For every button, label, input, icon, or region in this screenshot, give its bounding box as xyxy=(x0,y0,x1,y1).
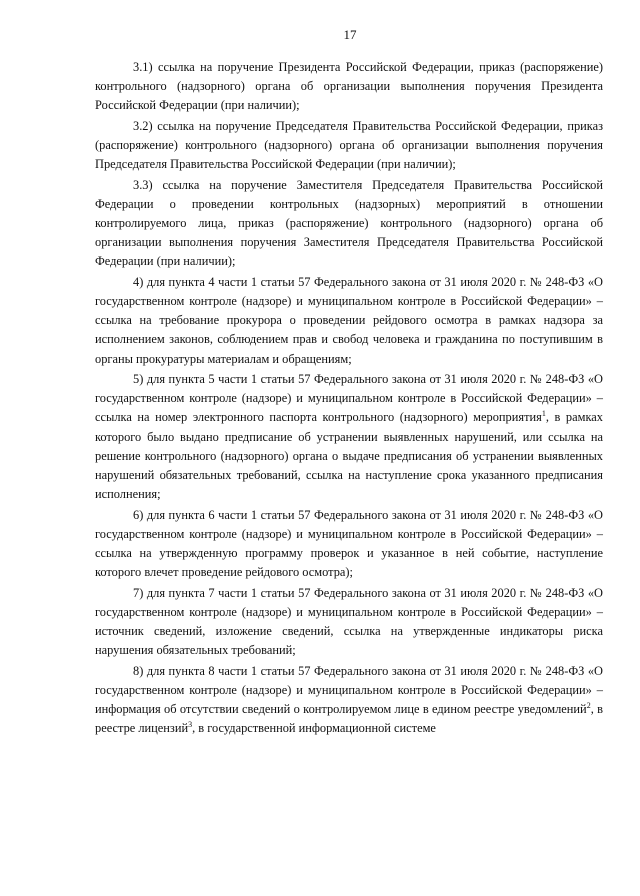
paragraph-text: 6) для пункта 6 части 1 статьи 57 Федерального закона от 31 июля 2020 г. № 248-ФЗ «О государственном контроле (надзоре) и муниципальном контроле в Российской Федерации» – ссылка на утвержденную программу проверок и указанное в ней событие, наступление которого влечет проведение рейдового осмотра); xyxy=(95,507,603,580)
paragraph-text: , в государственной информационной системе xyxy=(192,721,436,736)
paragraph-8 xyxy=(95,662,603,739)
page-number: 17 xyxy=(343,27,357,42)
paragraph-text: , в рамках которого было выдано предписание об устранении выявленных нарушений, или ссылка на решение контрольного (надзорного) органа о выдаче предписания об устранении выявленных нарушений обязательных требований, ссылка на наступление срока указанного предписания исполнения; xyxy=(95,410,603,502)
footnote-ref-3: 3 xyxy=(188,720,193,730)
paragraph-3-1 xyxy=(95,58,603,116)
page-bottom-margin xyxy=(0,878,640,896)
paragraph-5 xyxy=(95,370,603,504)
paragraph-4 xyxy=(95,273,603,369)
paragraph-text: 4) для пункта 4 части 1 статьи 57 Федерального закона от 31 июля 2020 г. № 248-ФЗ «О государственном контроле (надзоре) и муниципальном контроле в Российской Федерации» – ссылка на требование прокурора о проведении рейдового осмотра в рамках надзора за исполнением законов, соблюдением прав и свобод человека и гражданина по поступившим в органы прокуратуры материалам и обращениям; xyxy=(95,274,603,366)
paragraph-text: 3.1) ссылка на поручение Президента Российской Федерации, приказ (распоряжение) контрольного (надзорного) органа об организации выполнения поручения Президента Российской Федерации (при наличии); xyxy=(95,60,603,113)
paragraph-text: 3.3) ссылка на поручение Заместителя Председателя Правительства Российской Федерации о проведении контрольных (надзорных) мероприятий в отношении контролируемого лица, приказ (распоряжение) контрольного (надзорного) органа об организации выполнения поручения Заместителя Председателя Правительства Российской Федерации (при наличии); xyxy=(95,177,603,269)
paragraph-text: 8) для пункта 8 части 1 статьи 57 Федерального закона от 31 июля 2020 г. № 248-ФЗ «О государственном контроле (надзоре) и муниципальном контроле в Российской Федерации» – информация об отсутствии сведений о контролируемом лице в едином реестре уведомлений xyxy=(95,663,603,717)
paragraph-text: 5) для пункта 5 части 1 статьи 57 Федерального закона от 31 июля 2020 г. № 248-ФЗ «О государственном контроле (надзоре) и муниципальном контроле в Российской Федерации» – ссылка на номер электронного паспорта контрольного (надзорного) мероприятия xyxy=(95,372,603,425)
footnote-ref-1: 1 xyxy=(541,409,546,419)
footnote-ref-2: 2 xyxy=(586,700,591,710)
document-body xyxy=(95,58,603,740)
paragraph-6 xyxy=(95,506,603,583)
paragraph-text: 3.2) ссылка на поручение Председателя Правительства Российской Федерации, приказ (распоряжение) контрольного (надзорного) органа об организации выполнения поручения Председателя Правительства Российской Федерации (при наличии); xyxy=(95,118,603,172)
paragraph-3-2 xyxy=(95,117,603,175)
paragraph-7 xyxy=(95,584,603,661)
paragraph-text: , в реестре лицензий xyxy=(95,702,603,736)
paragraph-text: 7) для пункта 7 части 1 статьи 57 Федерального закона от 31 июля 2020 г. № 248-ФЗ «О государственном контроле (надзоре) и муниципальном контроле в Российской Федерации» – источник сведений, изложение сведений, ссылка на утвержденные индикаторы риска нарушения обязательных требований; xyxy=(95,585,603,658)
paragraph-3-3 xyxy=(95,176,603,272)
